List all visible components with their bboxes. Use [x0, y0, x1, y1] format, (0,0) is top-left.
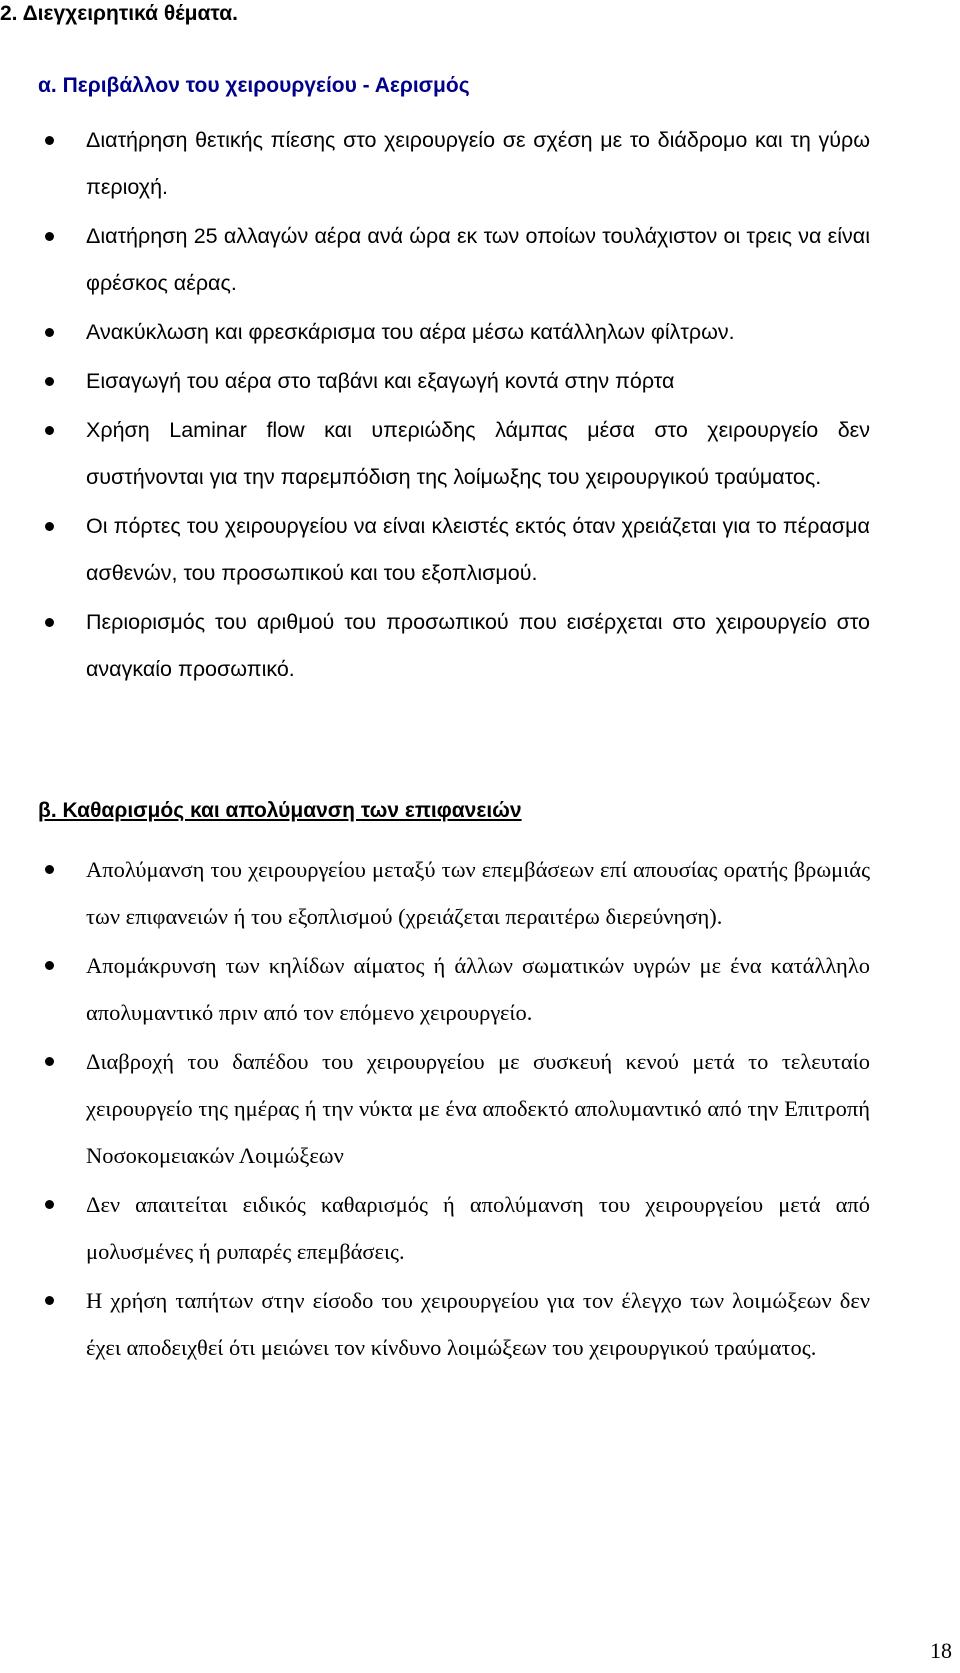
bullet-icon — [45, 232, 54, 241]
section-b-title: β. Καθαρισμός και απολύμανση των επιφανειών — [38, 799, 522, 822]
bullet-icon — [45, 961, 54, 970]
list-item — [0, 117, 870, 211]
list-item — [0, 942, 870, 1036]
bullet-icon — [45, 865, 54, 874]
bullet-icon — [45, 1057, 54, 1066]
list-item-text: Διαβροχή του δαπέδου του χειρουργείου με συσκευή κενού μετά το τελευταίο χειρουργείο της ημέρας ή την νύκτα με ένα αποδεκτό απολυμαντικό από την Επιτροπή Νοσοκομειακών Λοιμώξεων — [86, 1049, 870, 1168]
bullet-icon — [45, 136, 54, 145]
section-a-list — [0, 117, 870, 695]
list-item — [0, 407, 870, 501]
page-number: 18 — [930, 1638, 952, 1663]
bullet-icon — [45, 1200, 54, 1209]
list-item-text: Η χρήση ταπήτων στην είσοδο του χειρουργείου για τον έλεγχο των λοιμώξεων δεν έχει αποδειχθεί ότι μειώνει τον κίνδυνο λοιμώξεων του χειρουργικού τραύματος. — [86, 1288, 870, 1360]
bullet-icon — [45, 377, 54, 386]
list-item — [0, 213, 870, 307]
list-item — [0, 846, 870, 940]
list-item — [0, 358, 870, 405]
list-item-text: Απολύμανση του χειρουργείου μεταξύ των επεμβάσεων επί απουσίας ορατής βρωμιάς των επιφανειών ή του εξοπλισμού (χρειάζεται περαιτέρω διερεύνηση). — [86, 857, 870, 929]
list-item-text: Διατήρηση θετικής πίεσης στο χειρουργείο σε σχέση με το διάδρομο και τη γύρω περιοχή. — [86, 128, 870, 199]
list-item-text: Δεν απαιτείται ειδικός καθαρισμός ή απολύμανση του χειρουργείου μετά από μολυσμένες ή ρυπαρές επεμβάσεις. — [86, 1192, 870, 1264]
bullet-icon — [45, 328, 54, 337]
section-a-title: α. Περιβάλλον του χειρουργείου - Αερισμός — [38, 74, 470, 97]
list-item — [0, 503, 870, 597]
list-item-text: Διατήρηση 25 αλλαγών αέρα ανά ώρα εκ των οποίων τουλάχιστον οι τρεις να είναι φρέσκος αέρας. — [86, 224, 870, 295]
section-b-list — [0, 846, 870, 1373]
bullet-icon — [45, 522, 54, 531]
page-heading: 2. Διεγχειρητικά θέματα. — [0, 2, 238, 25]
list-item-text: Περιορισμός του αριθμού του προσωπικού που εισέρχεται στο χειρουργείο στο αναγκαίο προσωπικό. — [86, 610, 870, 681]
list-item-text: Ανακύκλωση και φρεσκάρισμα του αέρα μέσω κατάλληλων φίλτρων. — [86, 320, 735, 344]
list-item-text: Εισαγωγή του αέρα στο ταβάνι και εξαγωγή κοντά στην πόρτα — [86, 369, 675, 393]
list-item-text: Χρήση Laminar flow και υπεριώδης λάμπας μέσα στο χειρουργείο δεν συστήνονται για την παρεμπόδιση της λοίμωξης του χειρουργικού τραύματος. — [86, 418, 870, 489]
bullet-icon — [45, 1296, 54, 1305]
list-item-text: Απομάκρυνση των κηλίδων αίματος ή άλλων σωματικών υγρών με ένα κατάλληλο απολυμαντικό πριν από τον επόμενο χειρουργείο. — [86, 953, 870, 1025]
list-item — [0, 599, 870, 693]
list-item — [0, 309, 870, 356]
list-item — [0, 1277, 870, 1371]
bullet-icon — [45, 618, 54, 627]
list-item — [0, 1038, 870, 1179]
list-item-text: Οι πόρτες του χειρουργείου να είναι κλειστές εκτός όταν χρειάζεται για το πέρασμα ασθενών, του προσωπικού και του εξοπλισμού. — [86, 514, 870, 585]
bullet-icon — [45, 426, 54, 435]
list-item — [0, 1181, 870, 1275]
